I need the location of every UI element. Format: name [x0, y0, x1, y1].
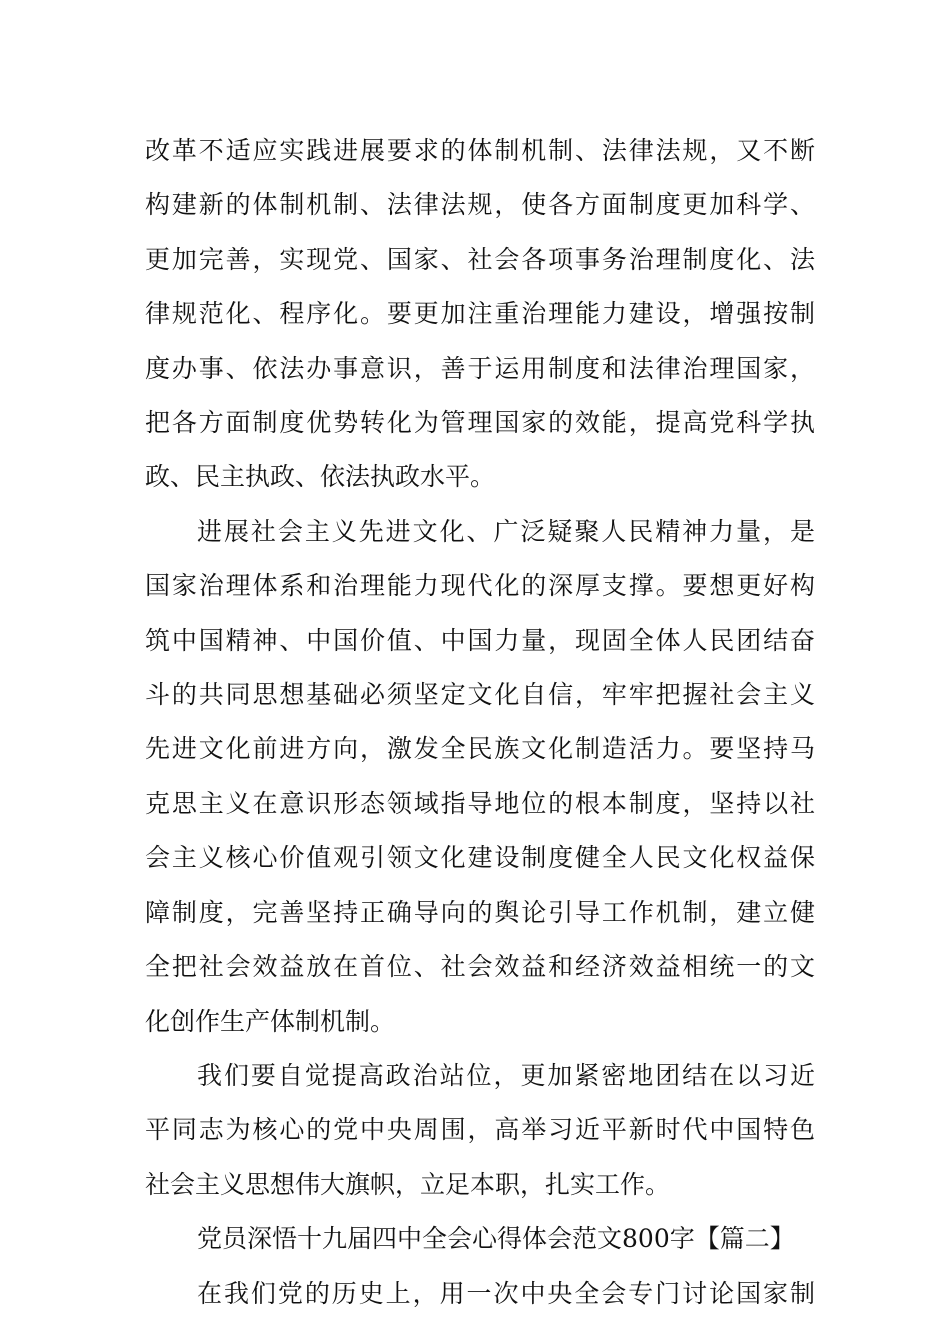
- text-line: 国家治理体系和治理能力现代化的深厚支撑。要想更好构: [145, 571, 815, 601]
- text-line: 党员深悟十九届四中全会心得体会范文800字【篇二】: [197, 1224, 795, 1254]
- text-line: 平同志为核心的党中央周围，高举习近平新时代中国特色: [145, 1115, 815, 1145]
- document-body: [145, 124, 815, 1321]
- text-line: 在我们党的历史上，用一次中央全会专门讨论国家制: [197, 1278, 815, 1308]
- paragraph-1: [145, 124, 815, 505]
- text-line: 先进文化前进方向，激发全民族文化制造活力。要坚持马: [145, 734, 815, 764]
- text-line: 更加完善，实现党、国家、社会各项事务治理制度化、法: [145, 244, 815, 274]
- text-line: 律规范化、程序化。要更加注重治理能力建设，增强按制: [145, 299, 815, 329]
- text-line: 化创作生产体制机制。: [145, 1006, 396, 1036]
- text-line: 克思主义在意识形态领域指导地位的根本制度，坚持以社: [145, 788, 815, 818]
- text-line: 我们要自觉提高政治站位，更加紧密地团结在以习近: [197, 1060, 815, 1090]
- section-heading: [145, 1212, 815, 1266]
- text-line: 度办事、依法办事意识，善于运用制度和法律治理国家，: [145, 353, 815, 383]
- text-line: 把各方面制度优势转化为管理国家的效能，提高党科学执: [145, 408, 815, 438]
- text-line: 障制度，完善坚持正确导向的舆论引导工作机制，建立健: [145, 897, 815, 927]
- text-line: 筑中国精神、中国价值、中国力量，现固全体人民团结奋: [145, 625, 815, 655]
- text-line: 会主义核心价值观引领文化建设制度健全人民文化权益保: [145, 843, 815, 873]
- text-line: 进展社会主义先进文化、广泛疑聚人民精神力量，是: [197, 516, 815, 546]
- text-line: 构建新的体制机制、法律法规，使各方面制度更加科学、: [145, 190, 815, 220]
- text-line: 全把社会效益放在首位、社会效益和经济效益相统一的文: [145, 952, 815, 982]
- text-line: 斗的共同思想基础必须坚定文化自信，牢牢把握社会主义: [145, 680, 815, 710]
- paragraph-2: [145, 505, 815, 1049]
- paragraph-3: [145, 1049, 815, 1212]
- text-line: 改革不适应实践进展要求的体制机制、法律法规，又不断: [145, 136, 815, 165]
- text-line: 社会主义思想伟大旗帜，立足本职，扎实工作。: [145, 1169, 671, 1199]
- paragraph-4: [145, 1267, 815, 1321]
- text-line: 政、民主执政、依法执政水平。: [145, 462, 496, 492]
